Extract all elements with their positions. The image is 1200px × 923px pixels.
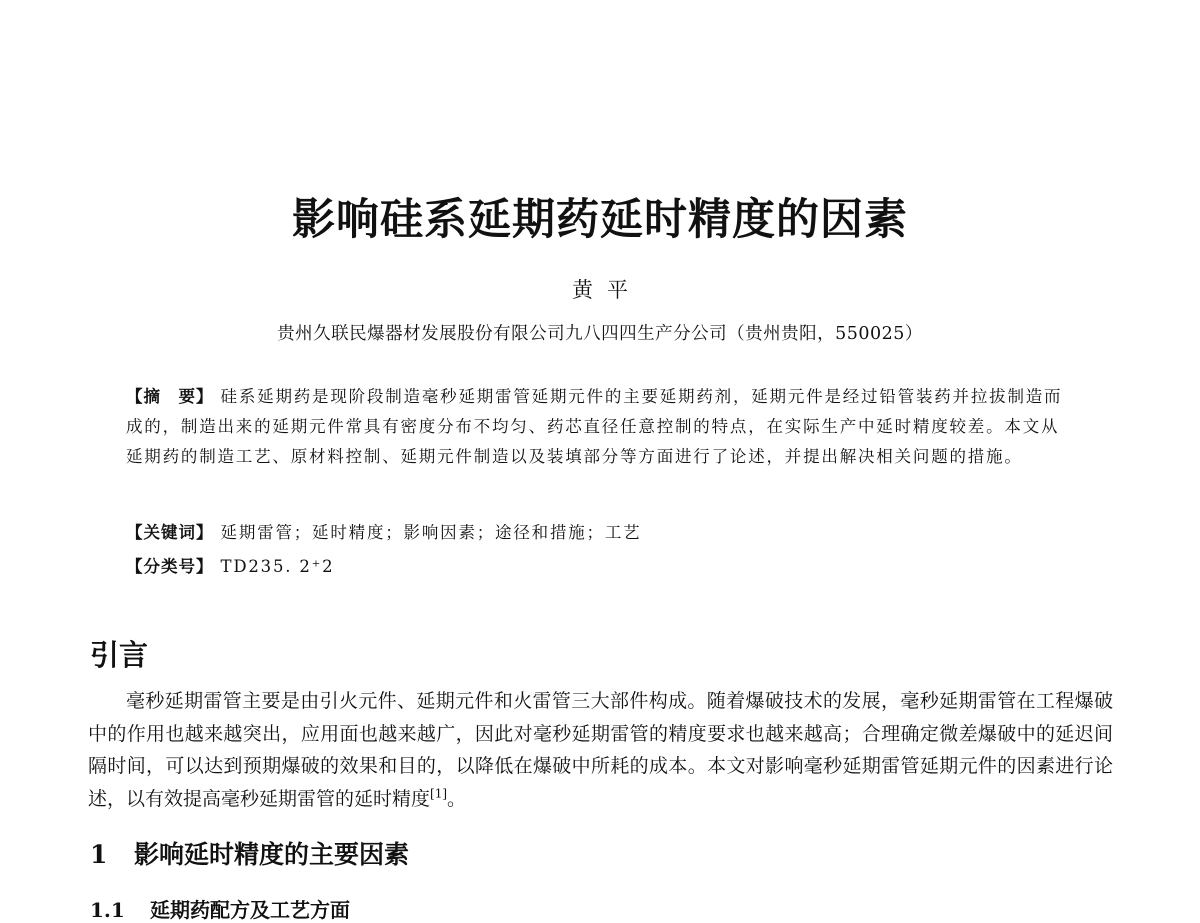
keywords-text: 延期雷管；延时精度；影响因素；途径和措施；工艺 xyxy=(220,523,642,542)
classification-block xyxy=(126,552,1076,582)
citation-ref: [1] xyxy=(430,786,448,801)
intro-paragraph-text: 毫秒延期雷管主要是由引火元件、延期元件和火雷管三大部件构成。随着爆破技术的发展，毫秒延期雷管在工程爆破中的作用也越来越突出，应用面也越来越广，因此对毫秒延期雷管的精度要求也越来越高；合理确定微差爆破中的延迟间隔时间，可以达到预期爆破的效果和目的，以降低在爆破中所耗的成本。本文对影响毫秒延期雷管延期元件的因素进行论述，以有效提高毫秒延期雷管的延时精度 xyxy=(88,690,1113,810)
section-1-heading xyxy=(90,835,409,871)
author-name: 黄平 xyxy=(572,278,642,302)
classification-code: TD235. 2⁺2 xyxy=(220,557,335,576)
abstract-block xyxy=(126,382,1076,472)
section-1-1-heading xyxy=(90,894,350,923)
classification-label: 【分类号】 xyxy=(126,558,214,576)
section-1-1-title: 延期药配方及工艺方面 xyxy=(150,898,350,922)
keywords-label: 【关键词】 xyxy=(126,524,214,542)
section-1-number: 1 xyxy=(90,840,108,869)
intro-paragraph xyxy=(88,685,1113,815)
abstract-label: 【摘 要】 xyxy=(126,388,214,406)
section-1-title: 影响延时精度的主要因素 xyxy=(134,840,410,869)
keywords-block xyxy=(126,518,1076,548)
abstract-text: 硅系延期药是现阶段制造毫秒延期雷管延期元件的主要延期药剂，延期元件是经过铅管装药并拉拔制造而成的，制造出来的延期元件常具有密度分布不均匀、药芯直径任意控制的特点，在实际生产中延时精度较差。本文从延期药的制造工艺、原材料控制、延期元件制造以及装填部分等方面进行了论述，并提出解决相关问题的措施。 xyxy=(126,387,1063,466)
intro-heading: 引言 xyxy=(90,638,149,672)
paper-title: 影响硅系延期药延时精度的因素 xyxy=(292,195,908,245)
author-affiliation: 贵州久联民爆器材发展股份有限公司九八四四生产分公司（贵州贵阳，550025） xyxy=(277,324,923,344)
section-1-1-number: 1.1 xyxy=(90,898,125,922)
intro-paragraph-end: 。 xyxy=(447,787,467,810)
